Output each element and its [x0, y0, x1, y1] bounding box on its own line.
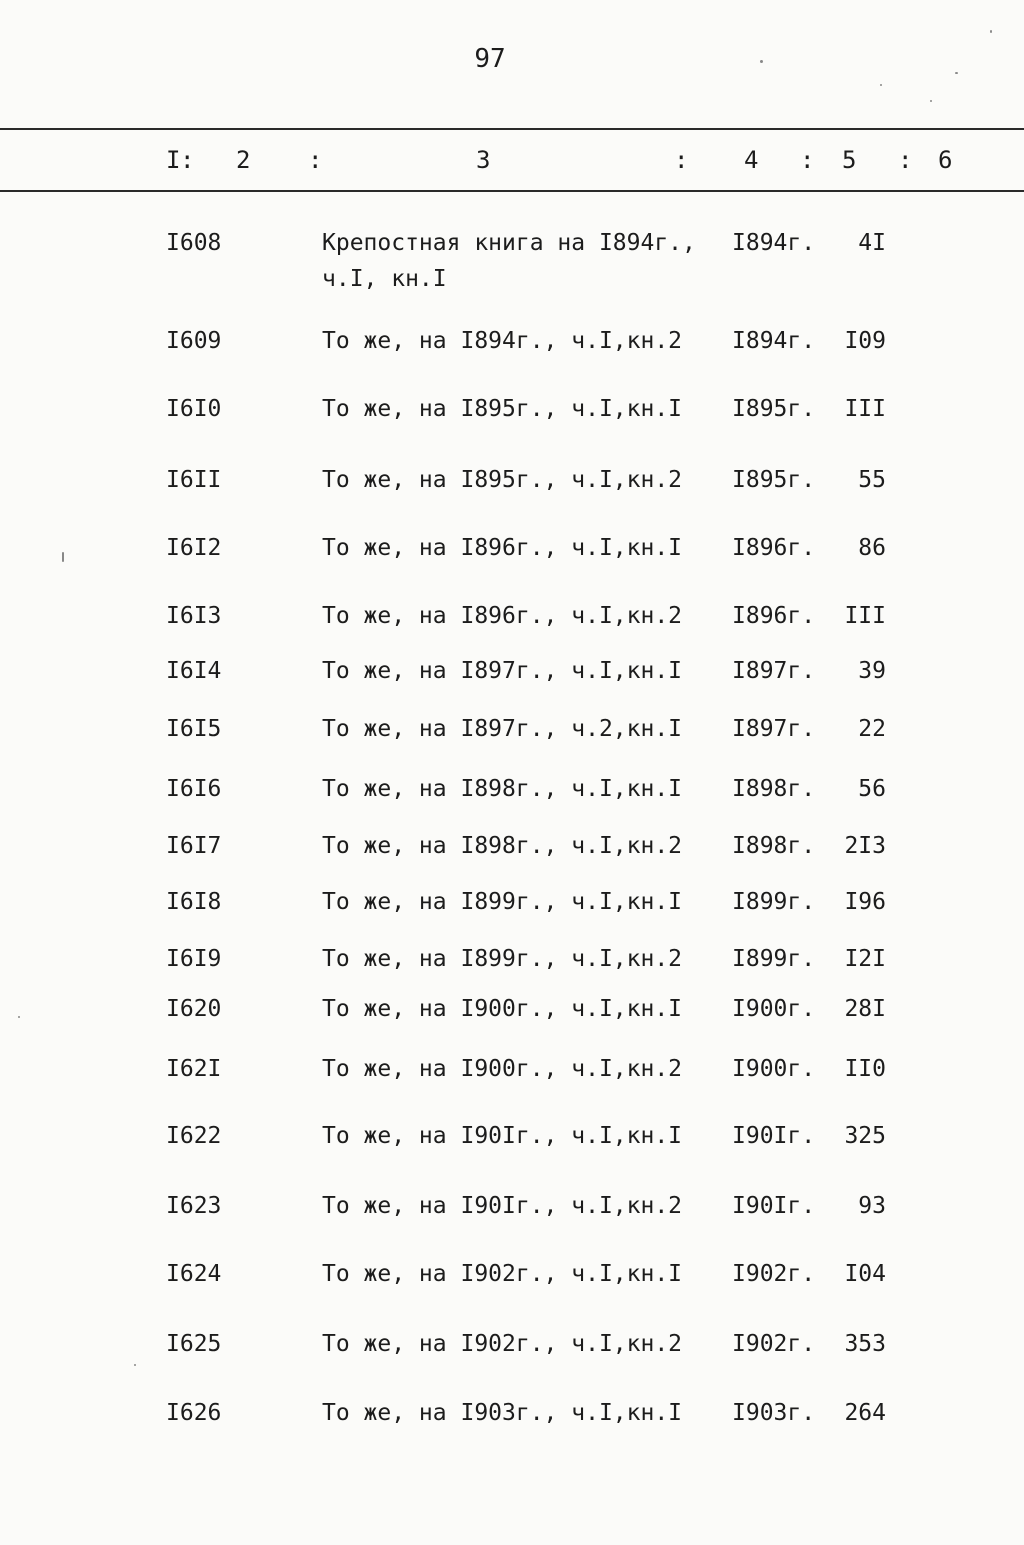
row-count: 325 — [844, 1123, 886, 1149]
scan-speck — [18, 1016, 20, 1018]
row-title: То же, на I900г., ч.I,кн.I — [322, 996, 683, 1022]
row-number: I6I7 — [166, 833, 222, 859]
row-title: То же, на I90Iг., ч.I,кн.2 — [322, 1193, 683, 1219]
row-title: То же, на I90Iг., ч.I,кн.I — [322, 1123, 683, 1149]
header-col-2: 2 — [236, 146, 251, 174]
row-title: То же, на I898г., ч.I,кн.I — [322, 776, 683, 802]
row-year: I895г. — [732, 467, 816, 493]
row-year: I903г. — [732, 1400, 816, 1426]
row-year: I898г. — [732, 776, 816, 802]
header-separator: : — [180, 146, 195, 174]
row-count: I09 — [844, 328, 886, 354]
header-top-rule — [0, 128, 1024, 130]
row-number: I6I3 — [166, 603, 222, 629]
row-count: 39 — [858, 658, 886, 684]
row-count: 353 — [844, 1331, 886, 1357]
row-title-continued: ч.I, кн.I — [322, 266, 447, 292]
row-title: То же, на I897г., ч.2,кн.I — [322, 716, 683, 742]
header-separator: : — [898, 146, 913, 174]
row-title: То же, на I895г., ч.I,кн.2 — [322, 467, 683, 493]
header-separator: : — [674, 146, 689, 174]
row-year: I894г. — [732, 230, 816, 256]
header-separator: : — [308, 146, 323, 174]
scan-speck — [760, 60, 763, 63]
row-year: I897г. — [732, 658, 816, 684]
row-number: I62I — [166, 1056, 222, 1082]
row-year: I897г. — [732, 716, 816, 742]
row-count: 55 — [858, 467, 886, 493]
row-number: I608 — [166, 230, 222, 256]
row-title: То же, на I896г., ч.I,кн.I — [322, 535, 683, 561]
row-year: I894г. — [732, 328, 816, 354]
scan-speck — [880, 84, 882, 86]
header-col-3: 3 — [476, 146, 491, 174]
row-year: I899г. — [732, 889, 816, 915]
row-count: I96 — [844, 889, 886, 915]
page-number: 97 — [474, 44, 506, 74]
row-number: I6II — [166, 467, 222, 493]
row-title: То же, на I894г., ч.I,кн.2 — [322, 328, 683, 354]
row-year: I896г. — [732, 603, 816, 629]
row-number: I625 — [166, 1331, 222, 1357]
row-count: 4I — [858, 230, 886, 256]
row-count: III — [844, 396, 886, 422]
row-number: I609 — [166, 328, 222, 354]
row-number: I6I5 — [166, 716, 222, 742]
row-year: I902г. — [732, 1331, 816, 1357]
row-year: I90Iг. — [732, 1193, 816, 1219]
row-count: 28I — [844, 996, 886, 1022]
header-col-6: 6 — [938, 146, 953, 174]
row-year: I895г. — [732, 396, 816, 422]
row-title: То же, на I900г., ч.I,кн.2 — [322, 1056, 683, 1082]
row-title: То же, на I902г., ч.I,кн.I — [322, 1261, 683, 1287]
row-count: 2I3 — [844, 833, 886, 859]
row-number: I622 — [166, 1123, 222, 1149]
scan-speck — [134, 1364, 136, 1366]
row-number: I6I4 — [166, 658, 222, 684]
row-number: I620 — [166, 996, 222, 1022]
scan-speck — [62, 552, 64, 562]
row-year: I902г. — [732, 1261, 816, 1287]
row-number: I6I8 — [166, 889, 222, 915]
row-number: I623 — [166, 1193, 222, 1219]
row-number: I6I6 — [166, 776, 222, 802]
row-count: 56 — [858, 776, 886, 802]
row-title: То же, на I899г., ч.I,кн.2 — [322, 946, 683, 972]
row-number: I6I0 — [166, 396, 222, 422]
row-title: То же, на I899г., ч.I,кн.I — [322, 889, 683, 915]
row-year: I900г. — [732, 1056, 816, 1082]
row-count: 86 — [858, 535, 886, 561]
header-col-4: 4 — [744, 146, 759, 174]
row-count: 22 — [858, 716, 886, 742]
row-title: То же, на I896г., ч.I,кн.2 — [322, 603, 683, 629]
row-title: Крепостная книга на I894г., — [322, 230, 696, 256]
row-count: II0 — [844, 1056, 886, 1082]
row-year: I899г. — [732, 946, 816, 972]
header-separator: : — [800, 146, 815, 174]
row-title: То же, на I895г., ч.I,кн.I — [322, 396, 683, 422]
row-count: I2I — [844, 946, 886, 972]
header-col-1: I — [166, 146, 181, 174]
row-count: I04 — [844, 1261, 886, 1287]
scan-speck — [930, 100, 932, 102]
header-col-5: 5 — [842, 146, 857, 174]
row-year: I90Iг. — [732, 1123, 816, 1149]
row-year: I900г. — [732, 996, 816, 1022]
row-year: I898г. — [732, 833, 816, 859]
row-year: I896г. — [732, 535, 816, 561]
row-title: То же, на I903г., ч.I,кн.I — [322, 1400, 683, 1426]
row-title: То же, на I902г., ч.I,кн.2 — [322, 1331, 683, 1357]
row-number: I624 — [166, 1261, 222, 1287]
scan-speck — [955, 72, 958, 74]
row-count: III — [844, 603, 886, 629]
row-title: То же, на I897г., ч.I,кн.I — [322, 658, 683, 684]
row-number: I6I2 — [166, 535, 222, 561]
row-number: I626 — [166, 1400, 222, 1426]
row-title: То же, на I898г., ч.I,кн.2 — [322, 833, 683, 859]
row-count: 93 — [858, 1193, 886, 1219]
row-count: 264 — [844, 1400, 886, 1426]
scan-speck — [990, 30, 992, 33]
row-number: I6I9 — [166, 946, 222, 972]
header-bottom-rule — [0, 190, 1024, 192]
